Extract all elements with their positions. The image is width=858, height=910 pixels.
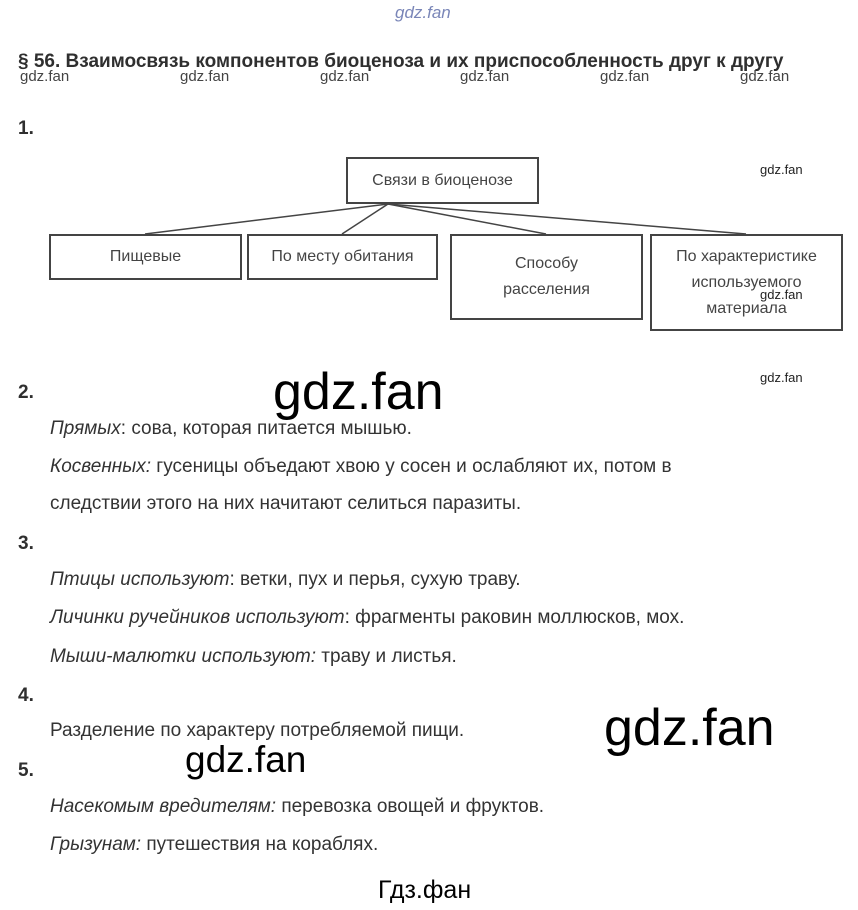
answer-line bbox=[50, 834, 378, 856]
diagram-child-label: материала bbox=[706, 299, 787, 317]
watermark-medium: gdz.fan bbox=[185, 739, 307, 780]
answer-line bbox=[50, 493, 521, 515]
diagram-child-label: По месту обитания bbox=[271, 248, 414, 265]
diagram-child-label: расселения bbox=[503, 281, 590, 298]
diagram-child-box bbox=[247, 234, 438, 280]
answer-label: Грызунам: bbox=[50, 834, 142, 855]
diagram-child-box bbox=[49, 234, 242, 280]
section-number-3: 3. bbox=[18, 533, 34, 554]
answer-label: Насекомым вредителям: bbox=[50, 796, 277, 817]
section-number-1: 1. bbox=[18, 118, 34, 139]
answer-line bbox=[50, 418, 412, 440]
section-number-4: 4. bbox=[18, 685, 34, 706]
watermark: gdz.fan bbox=[760, 370, 803, 385]
answer-label: Косвенных: bbox=[50, 456, 152, 477]
answer-text: : сова, которая питается мышью. bbox=[120, 418, 412, 439]
answer-line bbox=[50, 796, 544, 818]
answer-text: путешествия на кораблях. bbox=[141, 834, 379, 855]
answer-label: Прямых bbox=[50, 418, 121, 439]
watermark: gdz.fan bbox=[600, 68, 650, 85]
diagram-root-box bbox=[346, 157, 539, 204]
answer-label: Мыши-малютки используют: bbox=[50, 646, 316, 667]
answer-label: Птицы используют bbox=[50, 569, 230, 590]
watermark: gdz.fan bbox=[760, 287, 803, 302]
watermark: gdz.fan bbox=[320, 68, 370, 85]
answer-line bbox=[50, 646, 457, 668]
answer-text: траву и листья. bbox=[315, 646, 457, 667]
watermark-large: gdz.fan bbox=[604, 699, 775, 757]
diagram-child-label: используемого bbox=[691, 273, 802, 291]
watermark: gdz.fan bbox=[740, 68, 790, 85]
diagram-child-label: Пищевые bbox=[109, 248, 182, 265]
watermark: gdz.fan bbox=[180, 68, 230, 85]
watermark-large: gdz.fan bbox=[273, 363, 444, 421]
diagram-root-label: Связи в биоценозе bbox=[372, 171, 513, 189]
watermark-top: gdz.fan bbox=[395, 3, 451, 22]
answer-label: Личинки ручейников используют bbox=[50, 607, 345, 628]
answer-text: : фрагменты раковин моллюсков, мох. bbox=[344, 607, 685, 628]
answer-line bbox=[50, 569, 521, 591]
diagram-child-box bbox=[650, 234, 843, 331]
answer-text: : ветки, пух и перья, сухую траву. bbox=[229, 569, 521, 590]
section-number-2: 2. bbox=[18, 382, 34, 403]
answer-line bbox=[50, 456, 672, 478]
watermark: gdz.fan bbox=[760, 162, 803, 177]
page-title: § 56. Взаимосвязь компонентов биоценоза и их приспособленность друг к другу bbox=[18, 51, 784, 72]
diagram-child-label: По характеристике bbox=[676, 247, 817, 265]
watermark: gdz.fan bbox=[460, 68, 510, 85]
answer-line bbox=[50, 607, 684, 629]
answer-text: Разделение по характеру потребляемой пищи. bbox=[50, 720, 465, 741]
answer-text: перевозка овощей и фруктов. bbox=[276, 796, 545, 817]
answer-text: гусеницы объедают хвою у сосен и ослабляют их, потом в bbox=[151, 456, 672, 477]
watermark: gdz.fan bbox=[20, 68, 70, 85]
section-number-5: 5. bbox=[18, 760, 34, 781]
answer-text: следствии этого на них начитают селиться паразиты. bbox=[50, 493, 522, 514]
diagram-child-box bbox=[450, 234, 643, 320]
watermark-bottom: Гдз.фан bbox=[378, 876, 472, 904]
diagram-child-label: Способу bbox=[514, 255, 578, 272]
